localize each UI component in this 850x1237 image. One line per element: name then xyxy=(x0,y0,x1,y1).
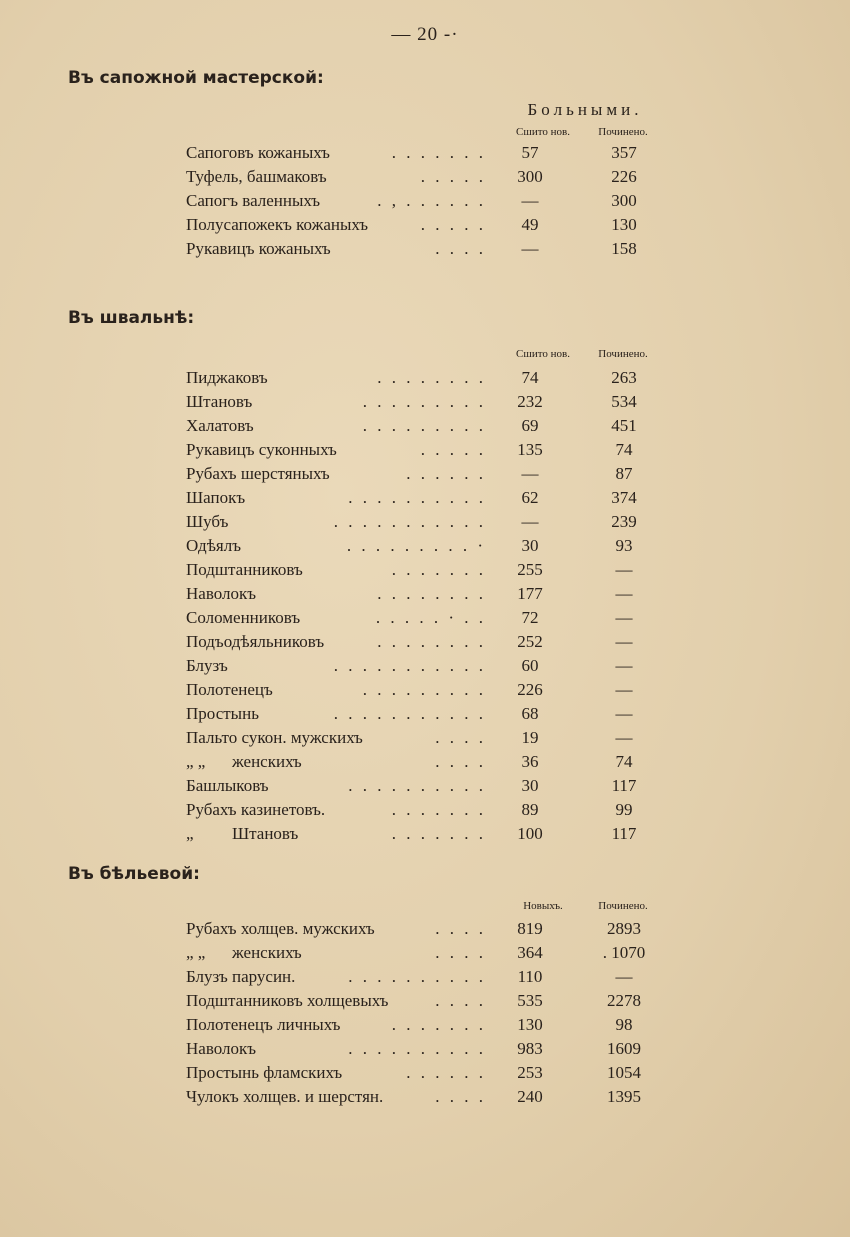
value-sewn: — xyxy=(521,191,539,210)
row-label: Соломенниковъ xyxy=(186,608,301,627)
column-header-repaired: Починено. xyxy=(598,900,648,912)
row-label xyxy=(186,750,302,774)
column-header-new: Новыхъ. xyxy=(523,900,563,912)
value-sewn: 36 xyxy=(521,752,539,771)
table-row xyxy=(186,1037,656,1061)
value-sewn: 364 xyxy=(517,943,543,962)
row-label: Блузъ парусин. xyxy=(186,967,296,986)
section-heading-tailoring: Въ швальнѣ: xyxy=(68,308,195,328)
value-repaired: 158 xyxy=(611,239,637,258)
leader-dots: . . . . . . . . . . xyxy=(348,488,486,507)
column-header-repaired: Починено. xyxy=(598,126,648,138)
value-sewn: 240 xyxy=(517,1087,543,1106)
column-header-sewn: Сшито нов. xyxy=(516,126,570,138)
value-repaired: 99 xyxy=(615,800,633,819)
row-label: Сапоговъ кожаныхъ xyxy=(186,143,330,162)
row-label: Туфель, башмаковъ xyxy=(186,167,327,186)
leader-dots: . . . . . . . xyxy=(391,1015,486,1034)
row-label: Рубахъ казинетовъ. xyxy=(186,800,326,819)
table-row xyxy=(186,917,656,941)
column-group-label: Больными. xyxy=(527,100,643,119)
value-sewn: — xyxy=(521,512,539,531)
value-repaired: 74 xyxy=(615,752,633,771)
leader-dots: . . . . xyxy=(435,1087,486,1106)
leader-dots: . , . . . . . . xyxy=(377,191,486,210)
row-label-text: женскихъ xyxy=(232,943,302,962)
value-sewn: 57 xyxy=(521,143,539,162)
table-row xyxy=(186,702,656,726)
leader-dots: . . . . . . . . xyxy=(377,368,486,387)
row-label: Блузъ xyxy=(186,656,228,675)
value-sewn: 252 xyxy=(517,632,543,651)
ditto-mark: „ „ xyxy=(186,752,206,771)
value-sewn: 535 xyxy=(517,991,543,1010)
leader-dots: . . . . . xyxy=(420,440,486,459)
table-row xyxy=(186,366,656,390)
value-sewn: 49 xyxy=(521,215,539,234)
leader-dots: . . . . . . . . . · xyxy=(346,536,486,555)
table-row xyxy=(186,941,656,965)
leader-dots: . . . . . . . xyxy=(391,824,486,843)
leader-dots: . . . . xyxy=(435,919,486,938)
value-repaired: 300 xyxy=(611,191,637,210)
value-repaired: — xyxy=(615,704,633,723)
row-label: Подштанниковъ холщевыхъ xyxy=(186,991,389,1010)
section-heading-linen: Въ бѣльевой: xyxy=(68,864,200,884)
row-label: Подштанниковъ xyxy=(186,560,303,579)
value-sewn: 100 xyxy=(517,824,543,843)
leader-dots: . . . . . . . xyxy=(391,800,486,819)
value-repaired: 117 xyxy=(611,776,637,795)
table-row xyxy=(186,1085,656,1109)
value-repaired: 357 xyxy=(611,143,637,162)
value-sewn: 60 xyxy=(521,656,539,675)
table-row xyxy=(186,141,656,165)
table-row xyxy=(186,558,656,582)
table-row xyxy=(186,534,656,558)
leader-dots: . . . . . xyxy=(420,215,486,234)
value-repaired: — xyxy=(615,728,633,747)
table-row xyxy=(186,486,656,510)
value-repaired: 1395 xyxy=(607,1087,641,1106)
value-sewn: 135 xyxy=(517,440,543,459)
value-sewn: 30 xyxy=(521,536,539,555)
row-label xyxy=(186,822,298,846)
value-sewn: 253 xyxy=(517,1063,543,1082)
value-repaired: 534 xyxy=(611,392,637,411)
table-row xyxy=(186,606,656,630)
row-label: Полотенецъ xyxy=(186,680,273,699)
leader-dots: . . . . . . . xyxy=(391,560,486,579)
leader-dots: . . . . . . . . . . . xyxy=(333,704,486,723)
value-repaired: — xyxy=(615,680,633,699)
row-label xyxy=(186,941,302,965)
row-label: Пиджаковъ xyxy=(186,368,268,387)
ditto-mark: „ „ xyxy=(186,943,206,962)
leader-dots: . . . . xyxy=(435,991,486,1010)
table-row xyxy=(186,189,656,213)
row-label: Халатовъ xyxy=(186,416,254,435)
row-label: Башлыковъ xyxy=(186,776,269,795)
table-row xyxy=(186,965,656,989)
row-label: Рубахъ холщев. мужскихъ xyxy=(186,919,375,938)
value-sewn: 74 xyxy=(521,368,539,387)
value-repaired: — xyxy=(615,584,633,603)
row-label: Простынь фламскихъ xyxy=(186,1063,343,1082)
value-sewn: 62 xyxy=(521,488,539,507)
value-sewn: 255 xyxy=(517,560,543,579)
ditto-mark: „ xyxy=(186,824,194,843)
row-label: Наволокъ xyxy=(186,584,257,603)
leader-dots: . . . . . . . . xyxy=(377,584,486,603)
row-label: Наволокъ xyxy=(186,1039,257,1058)
table-row xyxy=(186,726,656,750)
leader-dots: . . . . . · . . xyxy=(375,608,486,627)
value-sewn: — xyxy=(521,464,539,483)
row-label: Подъодѣяльниковъ xyxy=(186,632,325,651)
value-repaired: 87 xyxy=(615,464,633,483)
value-repaired: — xyxy=(615,632,633,651)
value-repaired: 2278 xyxy=(607,991,641,1010)
row-label: Пальто сукон. мужскихъ xyxy=(186,728,363,747)
value-sewn: 232 xyxy=(517,392,543,411)
value-repaired: — xyxy=(615,656,633,675)
value-repaired: — xyxy=(615,560,633,579)
row-label: Полусапожекъ кожаныхъ xyxy=(186,215,369,234)
table-row xyxy=(186,390,656,414)
value-repaired: 130 xyxy=(611,215,637,234)
leader-dots: . . . . . . . . . xyxy=(362,416,486,435)
row-label: Рукавицъ суконныхъ xyxy=(186,440,337,459)
row-label-text: Штановъ xyxy=(232,824,299,843)
row-label: Одѣялъ xyxy=(186,536,242,555)
column-header-sewn: Сшито нов. xyxy=(516,348,570,360)
value-repaired: 2893 xyxy=(607,919,641,938)
row-label: Полотенецъ личныхъ xyxy=(186,1015,341,1034)
value-sewn: 72 xyxy=(521,608,539,627)
leader-dots: . . . . . . . . . . . xyxy=(333,656,486,675)
row-label-text: женскихъ xyxy=(232,752,302,771)
row-label: Сапогъ валенныхъ xyxy=(186,191,321,210)
leader-dots: . . . . . . xyxy=(406,464,486,483)
leader-dots: . . . . xyxy=(435,239,486,258)
value-repaired: — xyxy=(615,608,633,627)
row-label: Шапокъ xyxy=(186,488,246,507)
leader-dots: . . . . . . xyxy=(406,1063,486,1082)
table-row xyxy=(186,822,656,846)
value-repaired: 117 xyxy=(611,824,637,843)
value-repaired: 239 xyxy=(611,512,637,531)
table-row xyxy=(186,1061,656,1085)
value-sewn: 819 xyxy=(517,919,543,938)
leader-dots: . . . . . . . . . . xyxy=(348,967,486,986)
table-row xyxy=(186,510,656,534)
value-repaired: 451 xyxy=(611,416,637,435)
row-label: Рубахъ шерстяныхъ xyxy=(186,464,330,483)
leader-dots: . . . . . . . . . . xyxy=(348,776,486,795)
row-label: Штановъ xyxy=(186,392,253,411)
column-header-repaired: Починено. xyxy=(598,348,648,360)
row-label: Шубъ xyxy=(186,512,229,531)
value-repaired: 263 xyxy=(611,368,637,387)
table-row xyxy=(186,678,656,702)
leader-dots: . . . . . . . xyxy=(391,143,486,162)
table-row xyxy=(186,798,656,822)
value-sewn: 68 xyxy=(521,704,539,723)
value-sewn: 983 xyxy=(517,1039,543,1058)
value-repaired: 93 xyxy=(615,536,633,555)
row-label: Рукавицъ кожаныхъ xyxy=(186,239,331,258)
leader-dots: . . . . xyxy=(435,943,486,962)
table-row xyxy=(186,462,656,486)
leader-dots: . . . . xyxy=(435,752,486,771)
table-row xyxy=(186,414,656,438)
table-row xyxy=(186,213,656,237)
table-row xyxy=(186,1013,656,1037)
value-repaired: 374 xyxy=(611,488,637,507)
value-sewn: 177 xyxy=(517,584,543,603)
row-label: Чулокъ холщев. и шерстян. xyxy=(186,1087,384,1106)
value-repaired: 98 xyxy=(615,1015,633,1034)
table-row xyxy=(186,165,656,189)
value-sewn: 19 xyxy=(521,728,539,747)
row-label: Простынь xyxy=(186,704,259,723)
value-repaired: 1054 xyxy=(607,1063,641,1082)
leader-dots: . . . . . . . . . . xyxy=(348,1039,486,1058)
leader-dots: . . . . . . . . . . . xyxy=(333,512,486,531)
leader-dots: . . . . . . . . . xyxy=(362,680,486,699)
value-sewn: 69 xyxy=(521,416,539,435)
table-row xyxy=(186,989,656,1013)
section-heading-boots: Въ сапожной мастерской: xyxy=(68,68,324,88)
value-repaired: 226 xyxy=(611,167,637,186)
value-sewn: 226 xyxy=(517,680,543,699)
value-sewn: 300 xyxy=(517,167,543,186)
value-sewn: 130 xyxy=(517,1015,543,1034)
leader-dots: . . . . . . . . . xyxy=(362,392,486,411)
value-repaired: 74 xyxy=(615,440,633,459)
table-row xyxy=(186,750,656,774)
table-row xyxy=(186,582,656,606)
table-row xyxy=(186,774,656,798)
table-row xyxy=(186,438,656,462)
table-row xyxy=(186,630,656,654)
value-sewn: 110 xyxy=(517,967,543,986)
page-number: — 20 -· xyxy=(391,24,459,45)
leader-dots: . . . . . xyxy=(420,167,486,186)
table-row xyxy=(186,237,656,261)
value-sewn: — xyxy=(521,239,539,258)
value-repaired: 1609 xyxy=(607,1039,641,1058)
value-sewn: 30 xyxy=(521,776,539,795)
leader-dots: . . . . . . . . xyxy=(377,632,486,651)
value-repaired: — xyxy=(615,967,633,986)
leader-dots: . . . . xyxy=(435,728,486,747)
table-row xyxy=(186,654,656,678)
value-repaired: . 1070 xyxy=(602,943,646,962)
value-sewn: 89 xyxy=(521,800,539,819)
